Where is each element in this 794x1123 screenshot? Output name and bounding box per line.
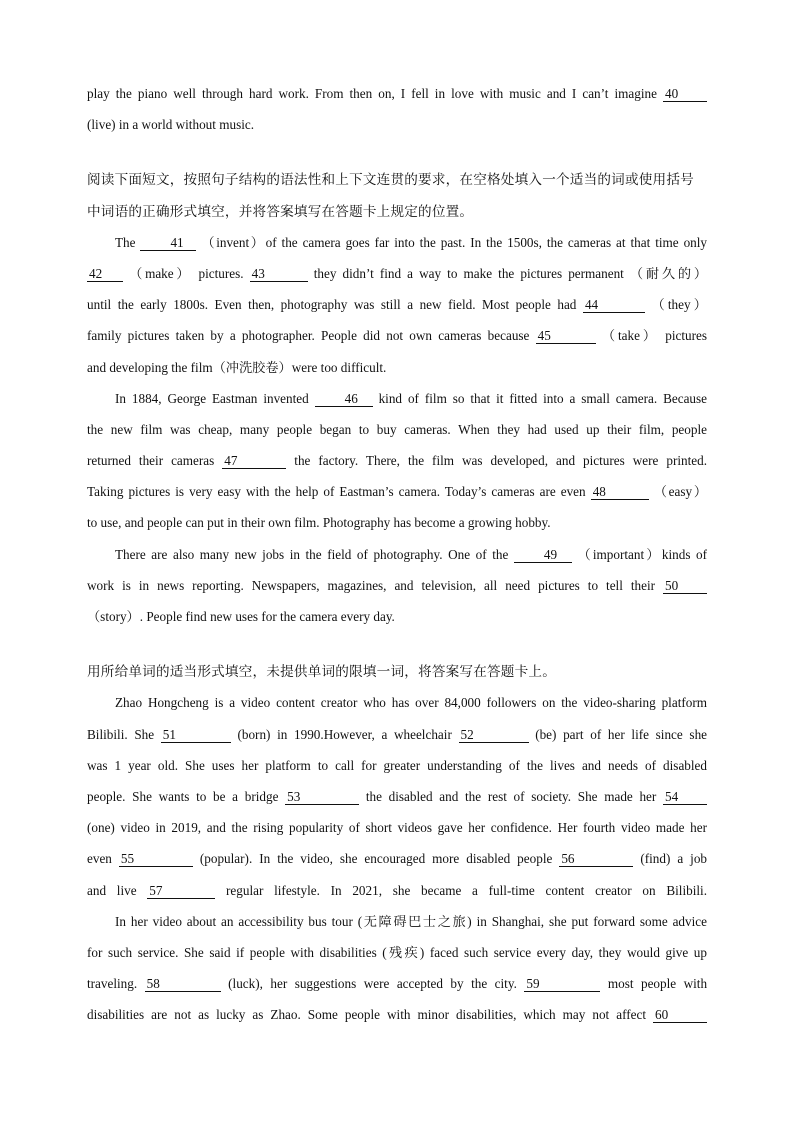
blank-43[interactable]: 43 <box>250 267 308 282</box>
text-line: (one) video in 2019, and the rising popularity of short videos gave her confidence. Her fourth video made her <box>87 820 707 836</box>
blank-48[interactable]: 48 <box>591 485 649 500</box>
text-line: family pictures taken by a photographer. People did not own cameras because 45 （take） pictures <box>87 328 708 344</box>
text-line: returned their cameras 47 the factory. There, the film was developed, and pictures were printed. <box>87 453 708 469</box>
section-instruction: 阅读下面短文，按照句子结构的语法性和上下文连贯的要求，在空格处填入一个适当的词或使用括号 <box>87 172 694 188</box>
blank-42[interactable]: 42 <box>87 267 123 282</box>
text-line: disabilities are not as lucky as Zhao. Some people with minor disabilities, which may not affect 60 <box>87 999 707 1030</box>
text-line: There are also many new jobs in the field of photography. One of the 49 （important）kinds of <box>115 546 707 562</box>
text-line: Taking pictures is very easy with the help of Eastman’s camera. Today’s cameras are even 48 （easy） <box>87 484 708 500</box>
blank-44[interactable]: 44 <box>583 298 645 313</box>
text-line: work is in news reporting. Newspapers, magazines, and television, all need pictures to tell their 50 <box>87 570 707 601</box>
text-line: even 55 (popular). In the video, she encouraged more disabled people 56 (find) a job <box>87 851 708 867</box>
blank-53[interactable]: 53 <box>285 790 359 805</box>
blank-49[interactable]: 49 <box>514 548 572 563</box>
blank-56[interactable]: 56 <box>559 852 633 867</box>
blank-41[interactable]: 41 <box>140 236 196 251</box>
text-line: traveling. 58 (luck), her suggestions were accepted by the city. 59 most people with <box>87 976 708 992</box>
blank-46[interactable]: 46 <box>315 392 373 407</box>
line-text: play the piano well through hard work. From then on, I fell in love with music and I can’t imagine <box>87 86 657 101</box>
blank-57[interactable]: 57 <box>147 884 215 899</box>
text-line: people. She wants to be a bridge 53 the disabled and the rest of society. She made her 54 <box>87 781 707 812</box>
blank-47[interactable]: 47 <box>222 454 286 469</box>
text-line <box>87 109 707 140</box>
blank-58[interactable]: 58 <box>145 977 221 992</box>
text-line: until the early 1800s. Even then, photography was still a new field. Most people had 44 （they） <box>87 297 707 313</box>
blank-55[interactable]: 55 <box>119 852 193 867</box>
blank-52[interactable]: 52 <box>459 728 529 743</box>
blank-59[interactable]: 59 <box>524 977 600 992</box>
section-instruction: 中词语的正确形式填空，并将答案填写在答题卡上规定的位置。 <box>87 203 474 219</box>
blank-60[interactable]: 60 <box>653 1008 707 1023</box>
text-line: to use, and people can put in their own film. Photography has become a growing hobby. <box>87 515 551 531</box>
text-line: the new film was cheap, many people began to buy cameras. When they had used up their film, people <box>87 421 707 437</box>
text-line: Zhao Hongcheng is a video content creator who has over 84,000 followers on the video-sharing platform <box>115 695 707 711</box>
text-line: In her video about an accessibility bus tour (无障碍巴士之旅) in Shanghai, she put forward some advice <box>115 913 707 929</box>
text-line: 42 （make） pictures. 43 they didn’t find a way to make the pictures permanent （耐久的） <box>89 265 708 281</box>
blank-40[interactable]: 40 <box>663 87 707 102</box>
text-line: （story）. People find new uses for the camera every day. <box>87 609 395 624</box>
document-page <box>87 78 707 1030</box>
blank-45[interactable]: 45 <box>536 329 596 344</box>
blank-51[interactable]: 51 <box>161 728 231 743</box>
blank-54[interactable]: 54 <box>663 790 707 805</box>
text-line: Bilibili. She 51 (born) in 1990.However, a wheelchair 52 (be) part of her life since she <box>87 726 708 742</box>
text-line <box>87 78 707 109</box>
text-line: was 1 year old. She uses her platform to call for greater understanding of the lives and needs of disabled <box>87 757 707 773</box>
text-line: for such service. She said if people with disabilities (残疾) faced such service every day, they would give up <box>87 944 707 960</box>
text-line: In 1884, George Eastman invented 46 kind of film so that it fitted into a small camera. Because <box>115 390 707 406</box>
text-line: and developing the film（冲洗胶卷）were too difficult. <box>87 359 387 375</box>
text-line: The 41 （invent）of the camera goes far into the past. In the 1500s, the cameras at that time only <box>115 234 708 250</box>
line-text: (live) in a world without music. <box>87 117 255 133</box>
text-line: and live 57 regular lifestyle. In 2021, she became a full-time content creator on Bilibili. <box>87 882 707 898</box>
section-instruction: 用所给单词的适当形式填空，未提供单词的限填一词，将答案写在答题卡上。 <box>87 664 556 680</box>
blank-50[interactable]: 50 <box>663 579 707 594</box>
